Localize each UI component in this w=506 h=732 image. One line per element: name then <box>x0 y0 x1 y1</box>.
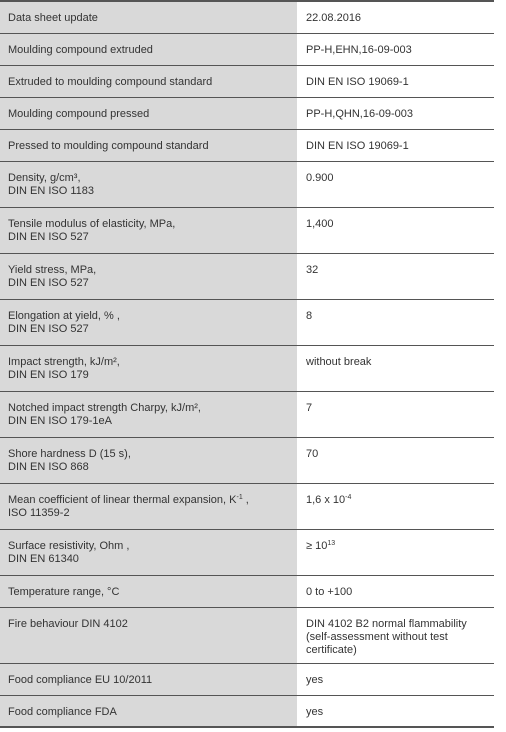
table-row <box>0 346 494 392</box>
table-row <box>0 664 494 696</box>
property-label: Mean coefficient of linear thermal expansion, $K^{-1}$ , ISO 11359-2 <box>0 484 297 529</box>
property-value: 0.900 <box>297 162 494 207</box>
table-row <box>0 254 494 300</box>
property-label: Temperature range, °C <box>0 576 297 607</box>
property-value: 1,400 <box>297 208 494 253</box>
property-value: DIN EN ISO 19069-1 <box>297 66 494 97</box>
table-row <box>0 300 494 346</box>
property-label: Surface resistivity, Ohm , DIN EN 61340 <box>0 530 297 575</box>
property-label: Yield stress, MPa, DIN EN ISO 527 <box>0 254 297 299</box>
table-row <box>0 34 494 66</box>
property-value: 8 <box>297 300 494 345</box>
table-row <box>0 208 494 254</box>
property-label: Elongation at yield, % , DIN EN ISO 527 <box>0 300 297 345</box>
property-value: 70 <box>297 438 494 483</box>
property-label: Notched impact strength Charpy, kJ/m², DIN EN ISO 179-1eA <box>0 392 297 437</box>
property-value: yes <box>297 696 494 726</box>
property-label: Fire behaviour DIN 4102 <box>0 608 297 663</box>
property-label: Data sheet update <box>0 2 297 33</box>
property-value: 0 to +100 <box>297 576 494 607</box>
table-row <box>0 696 494 728</box>
table-row <box>0 392 494 438</box>
table-row <box>0 608 494 664</box>
property-label: Moulding compound pressed <box>0 98 297 129</box>
property-label: Food compliance FDA <box>0 696 297 726</box>
property-value: PP-H,EHN,16-09-003 <box>297 34 494 65</box>
table-row <box>0 438 494 484</box>
property-value: 7 <box>297 392 494 437</box>
property-label: Moulding compound extruded <box>0 34 297 65</box>
property-label: Shore hardness D (15 s), DIN EN ISO 868 <box>0 438 297 483</box>
property-value: yes <box>297 664 494 695</box>
table-row <box>0 484 494 530</box>
property-value: without break <box>297 346 494 391</box>
property-value: DIN 4102 B2 normal flammability (self-assessment without test certificate) <box>297 608 494 663</box>
table-row <box>0 130 494 162</box>
property-label: Density, g/cm³, DIN EN ISO 1183 <box>0 162 297 207</box>
property-value: 1,6 x $10^{-4}$ <box>297 484 494 529</box>
table-row <box>0 162 494 208</box>
property-value: DIN EN ISO 19069-1 <box>297 130 494 161</box>
table-row <box>0 530 494 576</box>
property-value: 32 <box>297 254 494 299</box>
property-value: PP-H,QHN,16-09-003 <box>297 98 494 129</box>
property-label: Impact strength, kJ/m², DIN EN ISO 179 <box>0 346 297 391</box>
property-label: Tensile modulus of elasticity, MPa, DIN EN ISO 527 <box>0 208 297 253</box>
table-row <box>0 66 494 98</box>
property-value: ≥ $10^{13}$ <box>297 530 494 575</box>
property-label: Extruded to moulding compound standard <box>0 66 297 97</box>
property-label: Food compliance EU 10/2011 <box>0 664 297 695</box>
property-value: 22.08.2016 <box>297 2 494 33</box>
table-row <box>0 2 494 34</box>
property-label: Pressed to moulding compound standard <box>0 130 297 161</box>
table-row <box>0 576 494 608</box>
table-row <box>0 98 494 130</box>
